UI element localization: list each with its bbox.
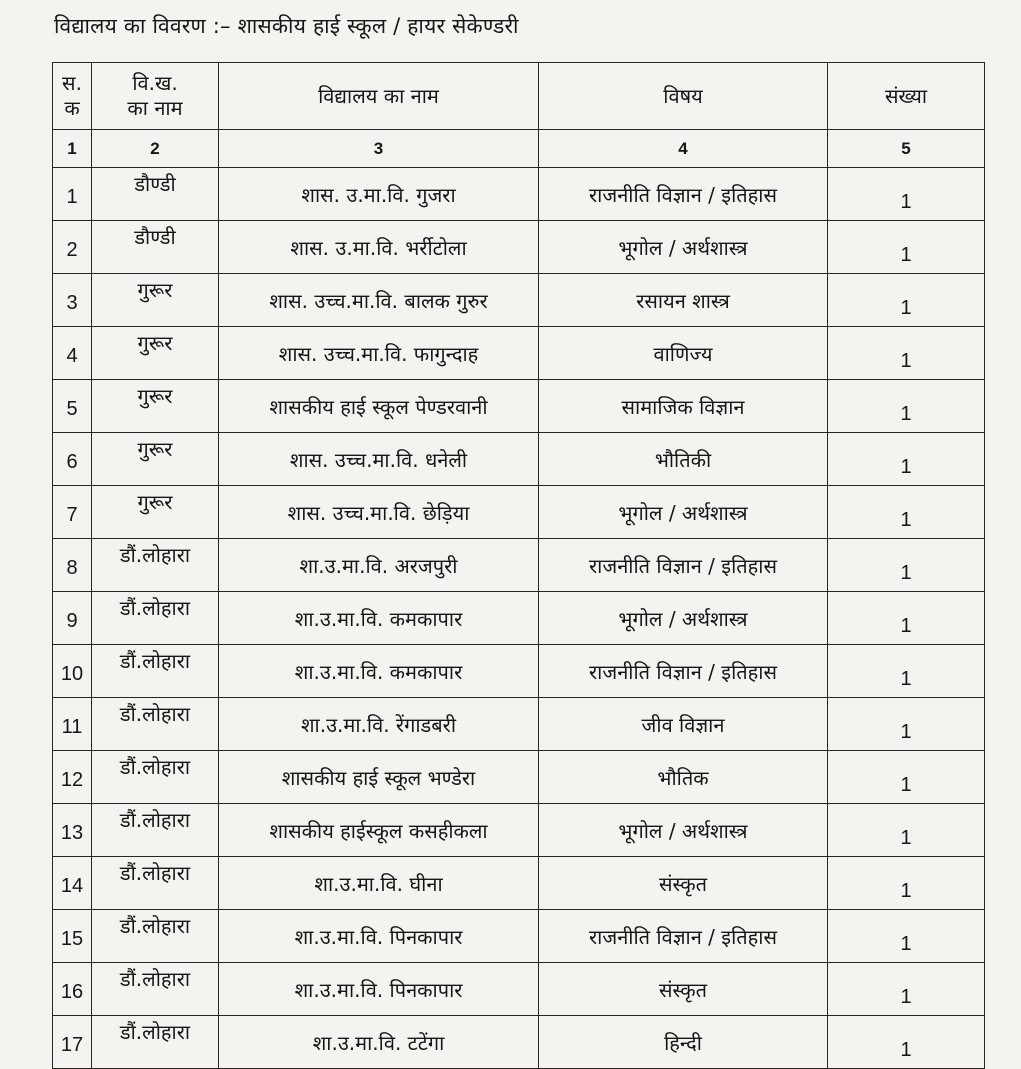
school-name-cell: शा.उ.मा.वि. घीना: [219, 857, 539, 910]
count-cell: 1: [828, 751, 985, 804]
block-name-cell: डौं.लोहारा: [92, 1016, 219, 1069]
serial-number-cell: 1: [53, 168, 92, 221]
count-cell: 1: [828, 645, 985, 698]
count-cell: 1: [828, 698, 985, 751]
serial-number-cell: 5: [53, 380, 92, 433]
table-row: [53, 433, 985, 486]
header-serial-line2: क: [64, 96, 80, 120]
school-name-cell: शास. उच्च.मा.वि. छेड़िया: [219, 486, 539, 539]
school-name-cell: शा.उ.मा.वि. रेंगाडबरी: [219, 698, 539, 751]
table-row: [53, 910, 985, 963]
column-number: 2: [92, 130, 219, 168]
subject-cell: भूगोल / अर्थशास्त्र: [539, 592, 828, 645]
school-name-cell: शास. उच्च.मा.वि. बालक गुरुर: [219, 274, 539, 327]
school-details-table: [52, 62, 985, 1069]
count-cell: 1: [828, 327, 985, 380]
school-name-cell: शासकीय हाई स्कूल पेण्डरवानी: [219, 380, 539, 433]
serial-number-cell: 6: [53, 433, 92, 486]
header-school-name: विद्यालय का नाम: [219, 63, 539, 130]
block-name-cell: गुरूर: [92, 433, 219, 486]
table-body: [53, 168, 985, 1069]
serial-number-cell: 12: [53, 751, 92, 804]
block-name-cell: डौण्डी: [92, 221, 219, 274]
table-row: [53, 168, 985, 221]
count-cell: 1: [828, 804, 985, 857]
serial-number-cell: 7: [53, 486, 92, 539]
header-serial-line1: स.: [62, 71, 82, 95]
subject-cell: रसायन शास्त्र: [539, 274, 828, 327]
serial-number-cell: 17: [53, 1016, 92, 1069]
school-name-cell: शा.उ.मा.वि. पिनकापार: [219, 963, 539, 1016]
block-name-cell: गुरूर: [92, 327, 219, 380]
block-name-cell: गुरूर: [92, 380, 219, 433]
count-cell: 1: [828, 486, 985, 539]
school-name-cell: शासकीय हाई स्कूल भण्डेरा: [219, 751, 539, 804]
serial-number-cell: 10: [53, 645, 92, 698]
count-cell: 1: [828, 1016, 985, 1069]
block-name-cell: डौं.लोहारा: [92, 804, 219, 857]
subject-cell: संस्कृत: [539, 857, 828, 910]
header-block-line2: का नाम: [127, 96, 183, 120]
table-row: [53, 857, 985, 910]
header-count: संख्या: [828, 63, 985, 130]
count-cell: 1: [828, 539, 985, 592]
serial-number-cell: 15: [53, 910, 92, 963]
school-name-cell: शा.उ.मा.वि. अरजपुरी: [219, 539, 539, 592]
school-name-cell: शा.उ.मा.वि. कमकापार: [219, 592, 539, 645]
block-name-cell: गुरूर: [92, 274, 219, 327]
table-row: [53, 1016, 985, 1069]
count-cell: 1: [828, 963, 985, 1016]
table-row: [53, 380, 985, 433]
school-name-cell: शास. उच्च.मा.वि. फागुन्दाह: [219, 327, 539, 380]
count-cell: 1: [828, 168, 985, 221]
subject-cell: भूगोल / अर्थशास्त्र: [539, 486, 828, 539]
block-name-cell: डौं.लोहारा: [92, 645, 219, 698]
serial-number-cell: 4: [53, 327, 92, 380]
column-number-row: [53, 130, 985, 168]
subject-cell: भौतिकी: [539, 433, 828, 486]
school-name-cell: शास. उच्च.मा.वि. धनेली: [219, 433, 539, 486]
table-row: [53, 592, 985, 645]
school-name-cell: शा.उ.मा.वि. कमकापार: [219, 645, 539, 698]
table-row: [53, 221, 985, 274]
subject-cell: वाणिज्य: [539, 327, 828, 380]
school-name-cell: शा.उ.मा.वि. पिनकापार: [219, 910, 539, 963]
table-row: [53, 698, 985, 751]
block-name-cell: डौण्डी: [92, 168, 219, 221]
subject-cell: संस्कृत: [539, 963, 828, 1016]
page-heading: विद्यालय का विवरण :– शासकीय हाई स्कूल / हायर सेकेण्डरी: [54, 14, 519, 38]
school-name-cell: शास. उ.मा.वि. गुजरा: [219, 168, 539, 221]
table-row: [53, 645, 985, 698]
serial-number-cell: 14: [53, 857, 92, 910]
table-row: [53, 327, 985, 380]
subject-cell: राजनीति विज्ञान / इतिहास: [539, 539, 828, 592]
header-subject: विषय: [539, 63, 828, 130]
table-row: [53, 539, 985, 592]
block-name-cell: डौं.लोहारा: [92, 539, 219, 592]
header-block-line1: वि.ख.: [132, 71, 178, 95]
header-row: [53, 63, 985, 130]
block-name-cell: गुरूर: [92, 486, 219, 539]
count-cell: 1: [828, 433, 985, 486]
block-name-cell: डौं.लोहारा: [92, 698, 219, 751]
block-name-cell: डौं.लोहारा: [92, 910, 219, 963]
count-cell: 1: [828, 274, 985, 327]
subject-cell: भूगोल / अर्थशास्त्र: [539, 804, 828, 857]
serial-number-cell: 13: [53, 804, 92, 857]
block-name-cell: डौं.लोहारा: [92, 592, 219, 645]
count-cell: 1: [828, 221, 985, 274]
column-number: 5: [828, 130, 985, 168]
column-number: 1: [53, 130, 92, 168]
school-name-cell: शासकीय हाईस्कूल कसहीकला: [219, 804, 539, 857]
subject-cell: भूगोल / अर्थशास्त्र: [539, 221, 828, 274]
column-number: 3: [219, 130, 539, 168]
serial-number-cell: 3: [53, 274, 92, 327]
table-row: [53, 274, 985, 327]
table-row: [53, 963, 985, 1016]
count-cell: 1: [828, 380, 985, 433]
serial-number-cell: 16: [53, 963, 92, 1016]
block-name-cell: डौं.लोहारा: [92, 963, 219, 1016]
subject-cell: राजनीति विज्ञान / इतिहास: [539, 910, 828, 963]
subject-cell: राजनीति विज्ञान / इतिहास: [539, 645, 828, 698]
serial-number-cell: 8: [53, 539, 92, 592]
column-number: 4: [539, 130, 828, 168]
header-serial-number: [53, 63, 92, 130]
header-block-name: [92, 63, 219, 130]
subject-cell: सामाजिक विज्ञान: [539, 380, 828, 433]
school-name-cell: शा.उ.मा.वि. टटेंगा: [219, 1016, 539, 1069]
school-name-cell: शास. उ.मा.वि. भर्रीटोला: [219, 221, 539, 274]
count-cell: 1: [828, 910, 985, 963]
block-name-cell: डौं.लोहारा: [92, 751, 219, 804]
count-cell: 1: [828, 857, 985, 910]
serial-number-cell: 11: [53, 698, 92, 751]
table-row: [53, 804, 985, 857]
serial-number-cell: 2: [53, 221, 92, 274]
count-cell: 1: [828, 592, 985, 645]
table-row: [53, 751, 985, 804]
table-row: [53, 486, 985, 539]
block-name-cell: डौं.लोहारा: [92, 857, 219, 910]
serial-number-cell: 9: [53, 592, 92, 645]
subject-cell: हिन्दी: [539, 1016, 828, 1069]
subject-cell: जीव विज्ञान: [539, 698, 828, 751]
subject-cell: भौतिक: [539, 751, 828, 804]
subject-cell: राजनीति विज्ञान / इतिहास: [539, 168, 828, 221]
